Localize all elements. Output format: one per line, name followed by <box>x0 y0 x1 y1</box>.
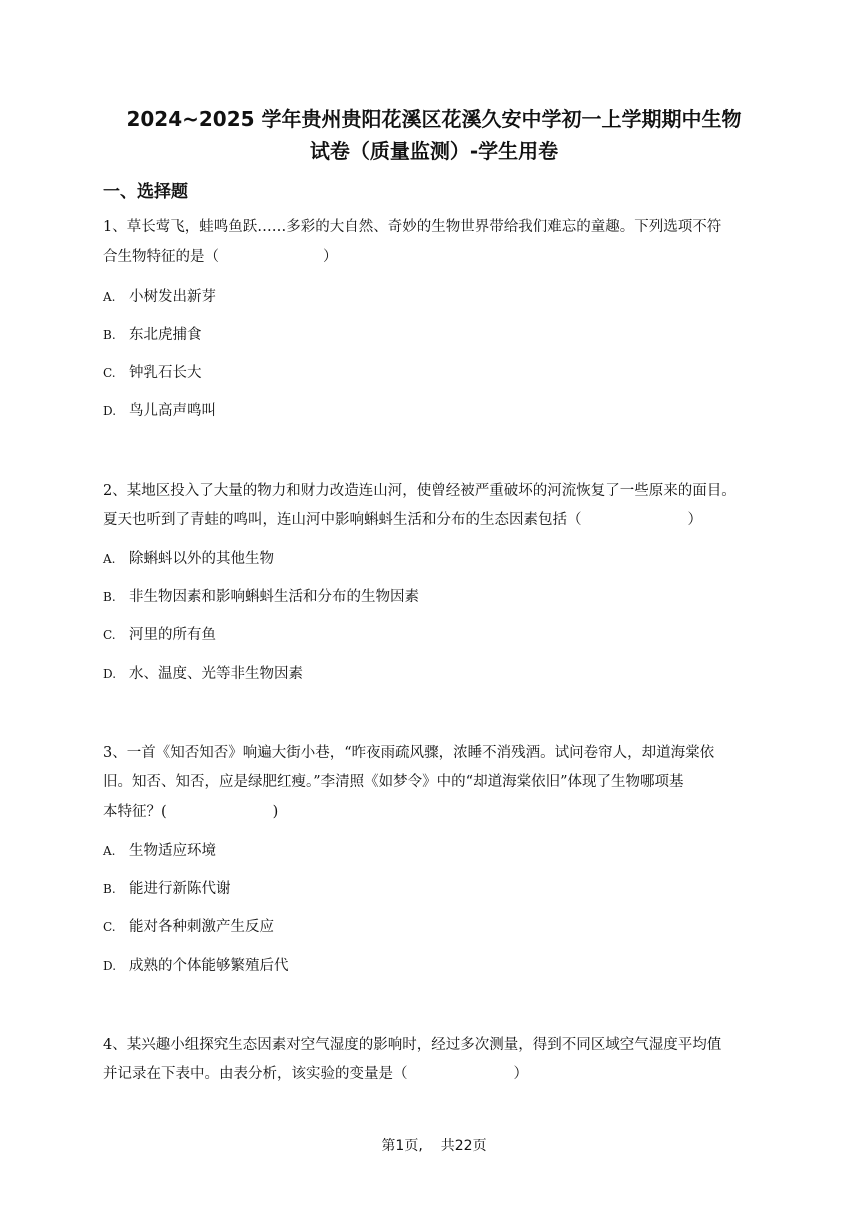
option-text: 除蝌蚪以外的其他生物 <box>129 551 274 567</box>
question-1-option-d <box>103 400 216 422</box>
option-letter: D. <box>103 959 117 973</box>
page-footer <box>0 1135 868 1157</box>
page-number: 第1页, <box>381 1138 423 1154</box>
question-3-option-a <box>103 840 216 862</box>
question-3-option-c <box>103 916 274 938</box>
question-3-line-1: 3、一首《知否知否》响遍大街小巷，“昨夜雨疏风骤，浓睡不消残酒。试问卷帘人，却道海棠依 <box>103 745 715 761</box>
question-1-line-1: 1、草长莺飞，蛙鸣鱼跃……多彩的大自然、奇妙的生物世界带给我们难忘的童趣。下列选项不符 <box>103 219 722 235</box>
question-2-line-1: 2、某地区投入了大量的物力和财力改造连山河，使曾经被严重破坏的河流恢复了一些原来的面目。 <box>103 483 736 499</box>
question-4-line-1: 4、某兴趣小组探究生态因素对空气湿度的影响时，经过多次测量，得到不同区域空气湿度平均值 <box>103 1037 722 1053</box>
question-3-option-d <box>103 955 289 977</box>
question-4-close-paren: ） <box>513 1066 528 1082</box>
option-text: 能对各种刺激产生反应 <box>129 919 274 935</box>
question-3-line-3 <box>103 801 278 823</box>
question-3-stem-end: 本特征？( <box>103 804 167 820</box>
option-letter: C. <box>103 628 116 642</box>
option-letter: A. <box>103 552 116 566</box>
question-4-line-2 <box>103 1063 528 1085</box>
option-letter: C. <box>103 366 116 380</box>
page-total: 共22页 <box>440 1138 487 1154</box>
question-1-option-a <box>103 286 216 308</box>
question-2-option-b <box>103 586 419 608</box>
section-heading: 一、选择题 <box>103 182 188 202</box>
question-3-close-paren: ) <box>272 804 279 820</box>
option-letter: B. <box>103 882 116 896</box>
option-letter: D. <box>103 667 117 681</box>
question-1-line-2 <box>103 246 338 268</box>
question-3-line-2: 旧。知否、知否，应是绿肥红瘦。”李清照《如梦令》中的“却道海棠依旧”体现了生物哪项基 <box>103 774 684 790</box>
option-text: 非生物因素和影响蝌蚪生活和分布的生物因素 <box>129 589 419 605</box>
option-letter: A. <box>103 290 116 304</box>
option-text: 生物适应环境 <box>129 843 216 859</box>
option-text: 成熟的个体能够繁殖后代 <box>129 958 289 974</box>
option-letter: A. <box>103 844 116 858</box>
option-text: 小树发出新芽 <box>129 289 216 305</box>
question-2-option-c <box>103 624 216 646</box>
question-3-option-b <box>103 878 231 900</box>
option-text: 钟乳石长大 <box>129 365 202 381</box>
option-letter: C. <box>103 920 116 934</box>
option-text: 能进行新陈代谢 <box>129 881 231 897</box>
question-2-option-a <box>103 548 274 570</box>
question-2-stem-end: 夏天也听到了青蛙的鸣叫，连山河中影响蝌蚪生活和分布的生态因素包括（ <box>103 512 582 528</box>
option-text: 鸟儿高声鸣叫 <box>129 403 216 419</box>
option-letter: B. <box>103 590 116 604</box>
question-1-option-b <box>103 324 202 346</box>
exam-title-line-1: 2024~2025 学年贵州贵阳花溪区花溪久安中学初一上学期期中生物 <box>126 107 742 131</box>
option-text: 水、温度、光等非生物因素 <box>129 666 303 682</box>
question-1-option-c <box>103 362 202 384</box>
question-2-line-2 <box>103 509 702 531</box>
exam-title-line-2: 试卷（质量监测）-学生用卷 <box>309 139 559 163</box>
question-2-close-paren: ） <box>687 512 702 528</box>
option-text: 河里的所有鱼 <box>129 627 216 643</box>
question-4-stem-end: 并记录在下表中。由表分析，该实验的变量是（ <box>103 1066 408 1082</box>
question-1-close-paren: ） <box>323 249 338 265</box>
option-text: 东北虎捕食 <box>129 327 202 343</box>
question-1-stem-end: 合生物特征的是（ <box>103 249 219 265</box>
option-letter: D. <box>103 404 117 418</box>
question-2-option-d <box>103 663 303 685</box>
option-letter: B. <box>103 328 116 342</box>
